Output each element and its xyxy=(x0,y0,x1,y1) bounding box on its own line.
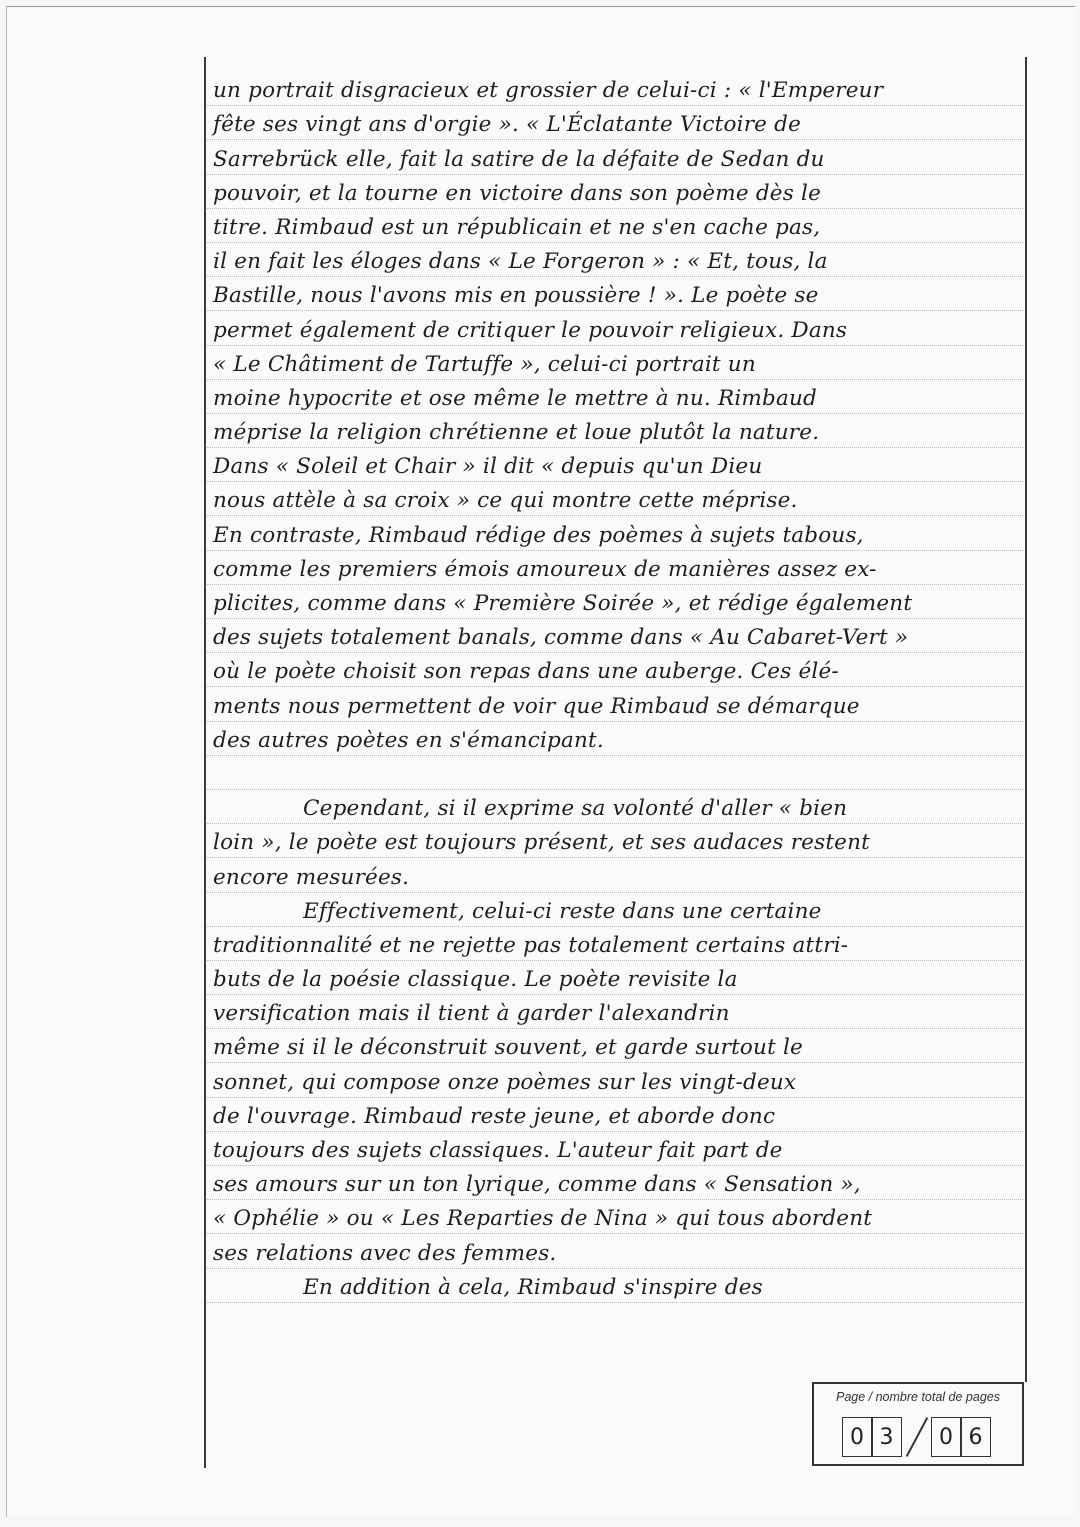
text-line xyxy=(207,790,1023,824)
handwritten-text-body xyxy=(207,72,1023,1303)
text-line xyxy=(207,448,1023,482)
total-pages-digit-1: 0 xyxy=(931,1417,962,1457)
handwritten-text: En addition à cela, Rimbaud s'inspire des xyxy=(303,1274,763,1300)
text-line xyxy=(207,1234,1023,1268)
text-line xyxy=(207,722,1023,756)
page-counter-label: Page / nombre total de pages xyxy=(835,1390,1000,1404)
text-line xyxy=(207,346,1023,380)
text-line xyxy=(207,1200,1023,1234)
current-page-digit-2: 3 xyxy=(871,1417,902,1457)
total-pages-digit-2: 6 xyxy=(960,1417,991,1457)
text-line xyxy=(207,1269,1023,1303)
text-line xyxy=(207,311,1023,345)
handwritten-text: traditionnalité et ne rejette pas totalement certains attri- xyxy=(213,932,849,958)
text-line xyxy=(207,824,1023,858)
handwritten-text: des sujets totalement banals, comme dans « Au Cabaret-Vert » xyxy=(213,625,909,651)
handwritten-text: un portrait disgracieux et grossier de celui-ci : « l'Empereur xyxy=(213,78,884,104)
handwritten-text: plicites, comme dans « Première Soirée », et rédige également xyxy=(213,591,913,616)
handwritten-text: pouvoir, et la tourne en victoire dans son poème dès le xyxy=(213,180,821,206)
text-line xyxy=(207,72,1023,106)
text-line xyxy=(207,175,1023,209)
handwritten-text: Cependant, si il exprime sa volonté d'aller « bien xyxy=(303,796,848,822)
handwritten-text: fête ses vingt ans d'orgie ». « L'Éclatante Victoire de xyxy=(213,112,802,138)
text-line xyxy=(207,482,1023,516)
text-line xyxy=(207,1132,1023,1166)
current-page-digit-1: 0 xyxy=(842,1417,873,1457)
text-line xyxy=(207,653,1023,687)
handwritten-text: des autres poètes en s'émancipant. xyxy=(213,727,604,753)
handwritten-text: moine hypocrite et ose même le mettre à nu. Rimbaud xyxy=(213,385,818,411)
text-line xyxy=(207,380,1023,414)
page-separator-slash xyxy=(902,1417,932,1457)
handwritten-text: loin », le poète est toujours présent, et ses audaces restent xyxy=(213,830,870,856)
text-line xyxy=(207,1098,1023,1132)
handwritten-text: Bastille, nous l'avons mis en poussière ! ». Le poète se xyxy=(213,283,819,309)
handwritten-text: permet également de critiquer le pouvoir religieux. Dans xyxy=(213,317,848,343)
handwritten-text: Dans « Soleil et Chair » il dit « depuis qu'un Dieu xyxy=(213,454,763,480)
handwritten-text: ses amours sur un ton lyrique, comme dans « Sensation », xyxy=(213,1172,861,1198)
text-line xyxy=(207,1063,1023,1097)
text-line xyxy=(207,619,1023,653)
text-line xyxy=(207,687,1023,721)
text-line xyxy=(207,585,1023,619)
left-margin-line xyxy=(204,57,206,1468)
handwritten-text: ments nous permettent de voir que Rimbaud se démarque xyxy=(213,693,860,719)
handwritten-text: toujours des sujets classiques. L'auteur fait part de xyxy=(213,1138,783,1163)
handwritten-text: versification mais il tient à garder l'alexandrin xyxy=(213,1001,730,1027)
text-line xyxy=(207,516,1023,550)
handwritten-text: En contraste, Rimbaud rédige des poèmes à sujets tabous, xyxy=(213,522,864,548)
text-line xyxy=(207,995,1023,1029)
handwritten-text: sonnet, qui compose onze poèmes sur les vingt-deux xyxy=(213,1069,797,1095)
handwritten-text: nous attèle à sa croix » ce qui montre cette méprise. xyxy=(213,488,798,514)
handwritten-text: il en fait les éloges dans « Le Forgeron » : « Et, tous, la xyxy=(213,249,828,275)
text-line xyxy=(207,927,1023,961)
text-line xyxy=(207,209,1023,243)
handwritten-text: de l'ouvrage. Rimbaud reste jeune, et aborde donc xyxy=(213,1103,776,1129)
handwritten-text: « Ophélie » ou « Les Reparties de Nina » qui tous abordent xyxy=(213,1206,873,1232)
handwritten-text: ses relations avec des femmes. xyxy=(213,1240,557,1266)
handwritten-text: Effectivement, celui-ci reste dans une certaine xyxy=(303,898,822,924)
handwritten-text: buts de la poésie classique. Le poète revisite la xyxy=(213,967,738,993)
right-margin-line xyxy=(1025,57,1027,1382)
text-line xyxy=(207,858,1023,892)
text-line xyxy=(207,277,1023,311)
text-line xyxy=(207,414,1023,448)
page-counter-box xyxy=(812,1382,1024,1466)
handwritten-text: où le poète choisit son repas dans une auberge. Ces élé- xyxy=(213,659,839,685)
handwritten-text: « Le Châtiment de Tartuffe », celui-ci portrait un xyxy=(213,351,756,377)
handwritten-text: comme les premiers émois amoureux de manières assez ex- xyxy=(213,556,877,582)
handwritten-text: titre. Rimbaud est un républicain et ne s'en cache pas, xyxy=(213,214,821,240)
text-line xyxy=(207,893,1023,927)
text-line xyxy=(207,106,1023,140)
handwritten-text: encore mesurées. xyxy=(213,864,410,890)
handwritten-text: Sarrebrück elle, fait la satire de la défaite de Sedan du xyxy=(213,146,825,172)
text-line xyxy=(207,1166,1023,1200)
handwritten-text: même si il le déconstruit souvent, et garde surtout le xyxy=(213,1035,803,1061)
text-line xyxy=(207,1029,1023,1063)
text-line xyxy=(207,961,1023,995)
text-line xyxy=(207,756,1023,790)
text-line xyxy=(207,243,1023,277)
text-line xyxy=(207,140,1023,174)
text-line xyxy=(207,551,1023,585)
page-counter-digits xyxy=(843,1417,991,1457)
handwritten-text: méprise la religion chrétienne et loue plutôt la nature. xyxy=(213,420,820,446)
